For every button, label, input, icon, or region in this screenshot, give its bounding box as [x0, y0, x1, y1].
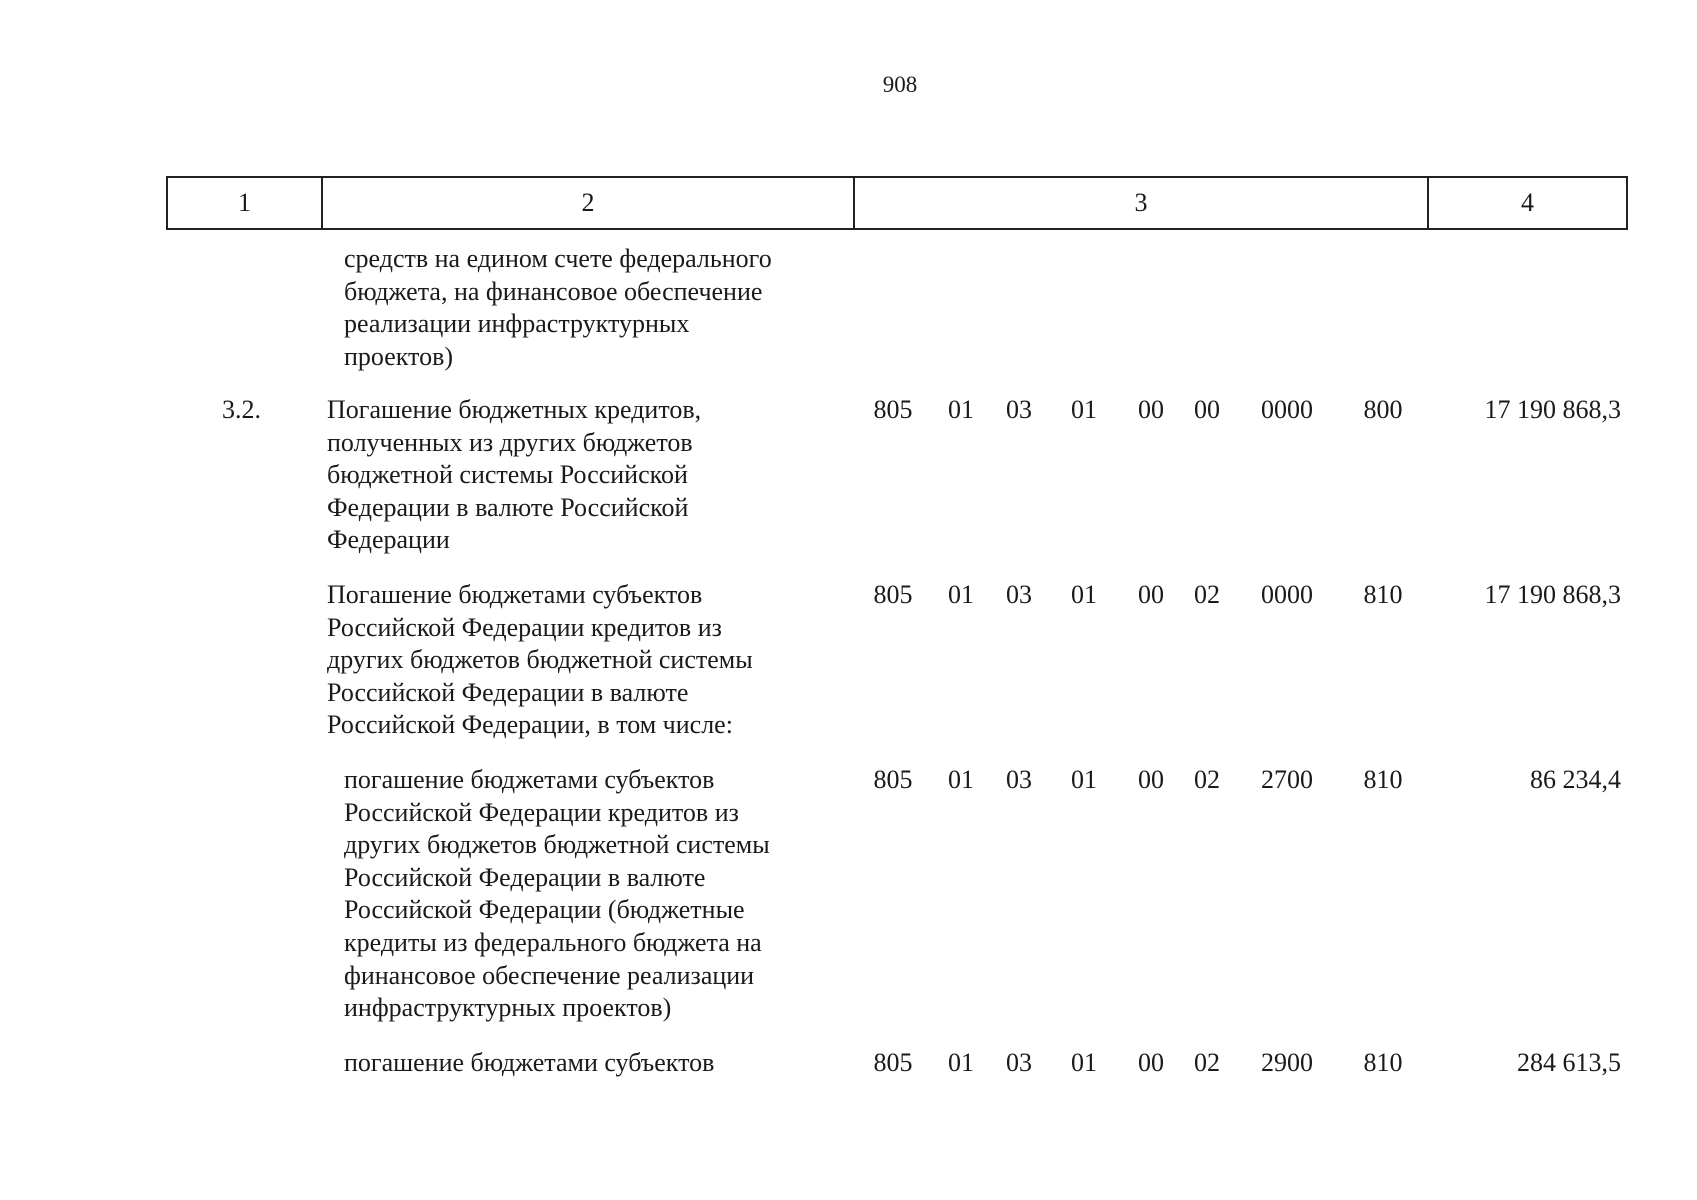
budget-code-program: 0000	[1261, 395, 1313, 424]
budget-code-group: 01	[948, 580, 974, 609]
budget-code-group: 01	[948, 395, 974, 424]
row-description: средств на едином счете федерального бюджета, на финансовое обеспечение реализации инфраструктурных проектов)	[344, 244, 772, 371]
budget-code-subgroup: 03	[1006, 1048, 1032, 1077]
row-description: погашение бюджетами субъектов	[344, 1048, 715, 1077]
budget-code-admin: 805	[873, 765, 913, 794]
budget-code-element: 02	[1194, 1048, 1220, 1077]
budget-code-subgroup: 03	[1006, 765, 1032, 794]
table-header-col-1: 1	[168, 178, 323, 228]
budget-code-element: 02	[1194, 580, 1220, 609]
budget-code-admin: 805	[873, 395, 913, 424]
row-description: погашение бюджетами субъектов Российской Федерации кредитов из других бюджетов бюджетной системы Российской Федерации в валюте Российской Федерации (бюджетные кредиты из федерального бюджета на финансовое обеспечение реализации инфраструктурных проектов)	[344, 765, 770, 1023]
budget-code-article: 01	[1071, 765, 1097, 794]
row-description: Погашение бюджетных кредитов, полученных из других бюджетов бюджетной системы Российской Федерации в валюте Российской Федерации	[327, 395, 702, 555]
budget-code-kosgu: 810	[1363, 1048, 1403, 1077]
row-amount: 86 234,4	[1530, 765, 1621, 794]
budget-code-kosgu: 800	[1363, 395, 1403, 424]
budget-code-program: 2700	[1261, 765, 1313, 794]
table-header-col-3: 3	[855, 178, 1429, 228]
budget-code-element: 02	[1194, 765, 1220, 794]
row-amount: 17 190 868,3	[1484, 395, 1621, 424]
budget-code-subarticle: 00	[1138, 580, 1164, 609]
budget-code-element: 00	[1194, 395, 1220, 424]
page-number: 908	[882, 72, 918, 97]
budget-code-article: 01	[1071, 395, 1097, 424]
budget-code-program: 0000	[1261, 580, 1313, 609]
row-amount: 17 190 868,3	[1484, 580, 1621, 609]
row-number: 3.2.	[222, 395, 261, 424]
budget-code-article: 01	[1071, 580, 1097, 609]
budget-code-admin: 805	[873, 1048, 913, 1077]
budget-code-subgroup: 03	[1006, 580, 1032, 609]
budget-code-subgroup: 03	[1006, 395, 1032, 424]
budget-code-kosgu: 810	[1363, 580, 1403, 609]
budget-code-group: 01	[948, 765, 974, 794]
budget-code-program: 2900	[1261, 1048, 1313, 1077]
budget-code-subarticle: 00	[1138, 1048, 1164, 1077]
budget-code-kosgu: 810	[1363, 765, 1403, 794]
budget-code-group: 01	[948, 1048, 974, 1077]
budget-code-admin: 805	[873, 580, 913, 609]
table-header-col-4: 4	[1521, 188, 1534, 217]
budget-code-subarticle: 00	[1138, 765, 1164, 794]
row-description: Погашение бюджетами субъектов Российской Федерации кредитов из других бюджетов бюджетной системы Российской Федерации в валюте Российской Федерации, в том числе:	[327, 580, 753, 740]
budget-code-article: 01	[1071, 1048, 1097, 1077]
budget-code-subarticle: 00	[1138, 395, 1164, 424]
row-amount: 284 613,5	[1517, 1048, 1621, 1077]
table-header-col-2: 2	[323, 178, 855, 228]
table-header	[166, 176, 1628, 230]
